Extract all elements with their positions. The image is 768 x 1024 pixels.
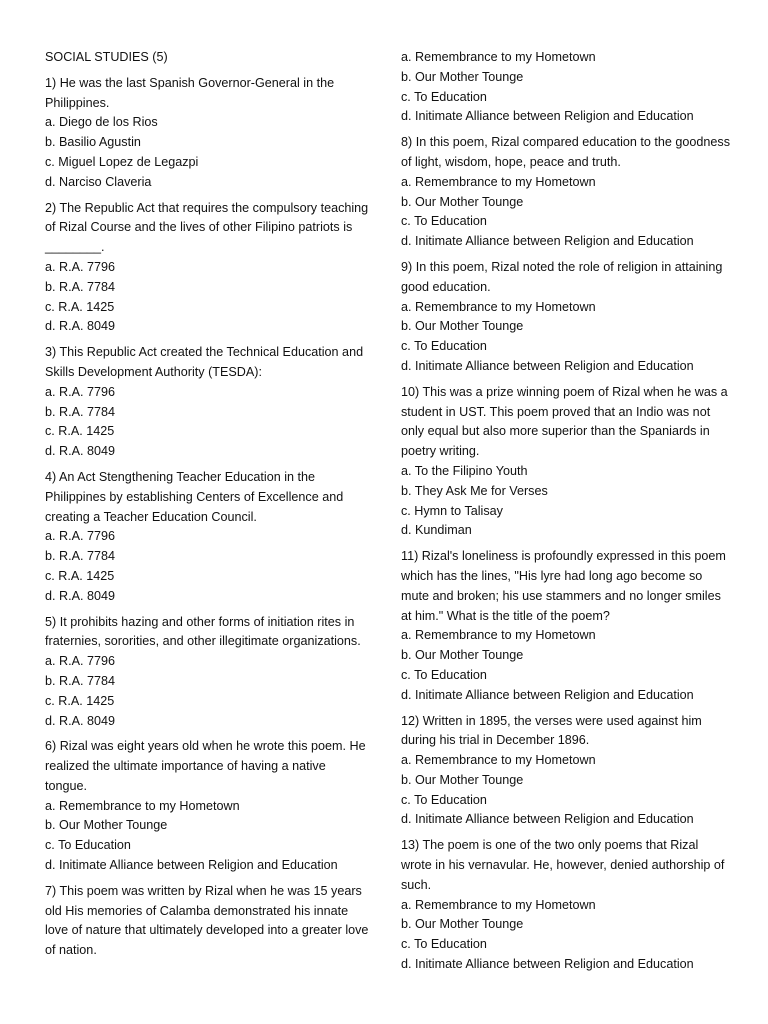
answer-option: b. Our Mother Tounge [401,917,524,932]
answer-option: a. R.A. 7796 [45,654,116,669]
answer-option: d. Initimate Alliance between Religion and Education [45,858,338,873]
question-stem: 11) Rizal's loneliness is profoundly expressed in this poem which has the lines, "His lyre had long ago become so mute and broken; his use stammers and no longer smiles at him." What is the title of the poem? [401,549,726,623]
answer-option: b. R.A. 7784 [45,549,116,564]
answer-option: c. R.A. 1425 [45,568,115,583]
answer-option: d. R.A. 8049 [45,319,116,334]
answer-option: a. Diego de los Rios [45,115,158,130]
question-block [401,383,731,541]
answer-option: a. Remembrance to my Hometown [401,628,596,643]
answer-option: c. Hymn to Talisay [401,503,503,518]
answer-option: a. R.A. 7796 [45,384,116,399]
answer-option: c. To Education [401,937,487,952]
answer-option: d. Initimate Alliance between Religion and Education [401,109,694,124]
question-stem: 9) In this poem, Rizal noted the role of religion in attaining good education. [401,259,723,294]
answer-option: b. Our Mother Tounge [401,319,524,334]
question-stem: 7) This poem was written by Rizal when he was 15 years old His memories of Calamba demonstrated his innate love of nature that ultimately developed into a greater love of nation. [45,883,369,958]
answer-option: d. R.A. 8049 [45,713,116,728]
answer-option: a. Remembrance to my Hometown [401,753,596,768]
answer-option: a. Remembrance to my Hometown [401,50,596,64]
question-block [401,836,731,975]
answer-option: d. Initimate Alliance between Religion and Education [401,687,694,702]
answer-option: a. Remembrance to my Hometown [401,299,596,314]
answer-option: c. R.A. 1425 [45,299,115,314]
answer-option: b. R.A. 7784 [45,404,116,419]
question-7-continued-options [401,48,731,127]
answer-option: b. Basilio Agustin [45,135,141,150]
answer-option: d. Initimate Alliance between Religion and Education [401,812,694,827]
left-column [45,48,370,967]
question-stem: 3) This Republic Act created the Technical Education and Skills Development Authority (TESDA): [45,345,364,379]
answer-option: c. R.A. 1425 [45,424,115,439]
question-stem: 4) An Act Stengthening Teacher Education in the Philippines by establishing Centers of Excellence and creating a Teacher Education Council. [45,469,344,524]
answer-option: b. R.A. 7784 [45,279,116,294]
question-stem: 8) In this poem, Rizal compared education to the goodness of light, wisdom, hope, peace and truth. [401,135,731,169]
question-block [401,547,731,705]
answer-option: a. R.A. 7796 [45,529,116,544]
question-block [401,258,731,377]
answer-option: a. Remembrance to my Hometown [401,897,596,912]
answer-option: a. Remembrance to my Hometown [45,798,240,813]
answer-option: b. Our Mother Tounge [401,648,524,663]
question-stem: 13) The poem is one of the two only poems that Rizal wrote in his vernavular. He, however, denied authorship of such. [401,838,725,892]
question-stem: 10) This was a prize winning poem of Rizal when he was a student in UST. This poem proved that an Indio was not only equal but also more superior than the Spaniards in poetry writing. [401,384,728,459]
answer-option: b. Our Mother Tounge [401,69,524,84]
answer-option: c. Miguel Lopez de Legazpi [45,154,199,169]
question-stem: 2) The Republic Act that requires the compulsory teaching of Rizal Course and the lives of other Filipino patriots is ________. [45,200,369,255]
question-stem: 5) It prohibits hazing and other forms of initiation rites in fraternies, sororities, and other illegitimate organizations. [45,614,361,649]
question-stem: 6) Rizal was eight years old when he wrote this poem. He realized the ultimate importance of having a native tongue. [45,739,366,793]
answer-option: c. To Education [401,89,487,104]
answer-option: a. R.A. 7796 [45,259,116,274]
answer-option: d. Initimate Alliance between Religion and Education [401,957,694,972]
answer-option: c. To Education [401,667,487,682]
answer-option: b. Our Mother Tounge [401,194,524,209]
answer-option: d. Initimate Alliance between Religion and Education [401,234,694,249]
question-block [45,468,370,607]
right-column [401,48,731,981]
answer-option: b. Our Mother Tounge [401,772,524,787]
question-block [401,133,731,252]
answer-option: b. Our Mother Tounge [45,818,168,833]
answer-option: c. To Education [401,792,487,807]
answer-option: d. R.A. 8049 [45,444,116,459]
question-block [45,74,370,193]
answer-option: d. Narciso Claveria [45,174,152,189]
answer-option: d. R.A. 8049 [45,588,116,603]
question-block [45,613,370,732]
answer-option: b. R.A. 7784 [45,673,116,688]
question-stem: 1) He was the last Spanish Governor-General in the Philippines. [45,75,335,110]
answer-option: c. R.A. 1425 [45,693,115,708]
answer-option: a. Remembrance to my Hometown [401,174,596,189]
answer-option: d. Initimate Alliance between Religion and Education [401,358,694,373]
question-block [45,882,370,961]
answer-option: c. To Education [401,339,487,354]
question-block [45,199,370,338]
question-block [45,343,370,462]
answer-option: a. To the Filipino Youth [401,463,528,478]
question-block [45,737,370,876]
answer-option: b. They Ask Me for Verses [401,483,548,498]
answer-option: d. Kundiman [401,523,472,538]
question-block [401,712,731,831]
answer-option: c. To Education [45,838,131,853]
page-title: SOCIAL STUDIES (5) [45,50,168,64]
question-stem: 12) Written in 1895, the verses were used against him during his trial in December 1896. [401,713,702,748]
answer-option: c. To Education [401,214,487,229]
